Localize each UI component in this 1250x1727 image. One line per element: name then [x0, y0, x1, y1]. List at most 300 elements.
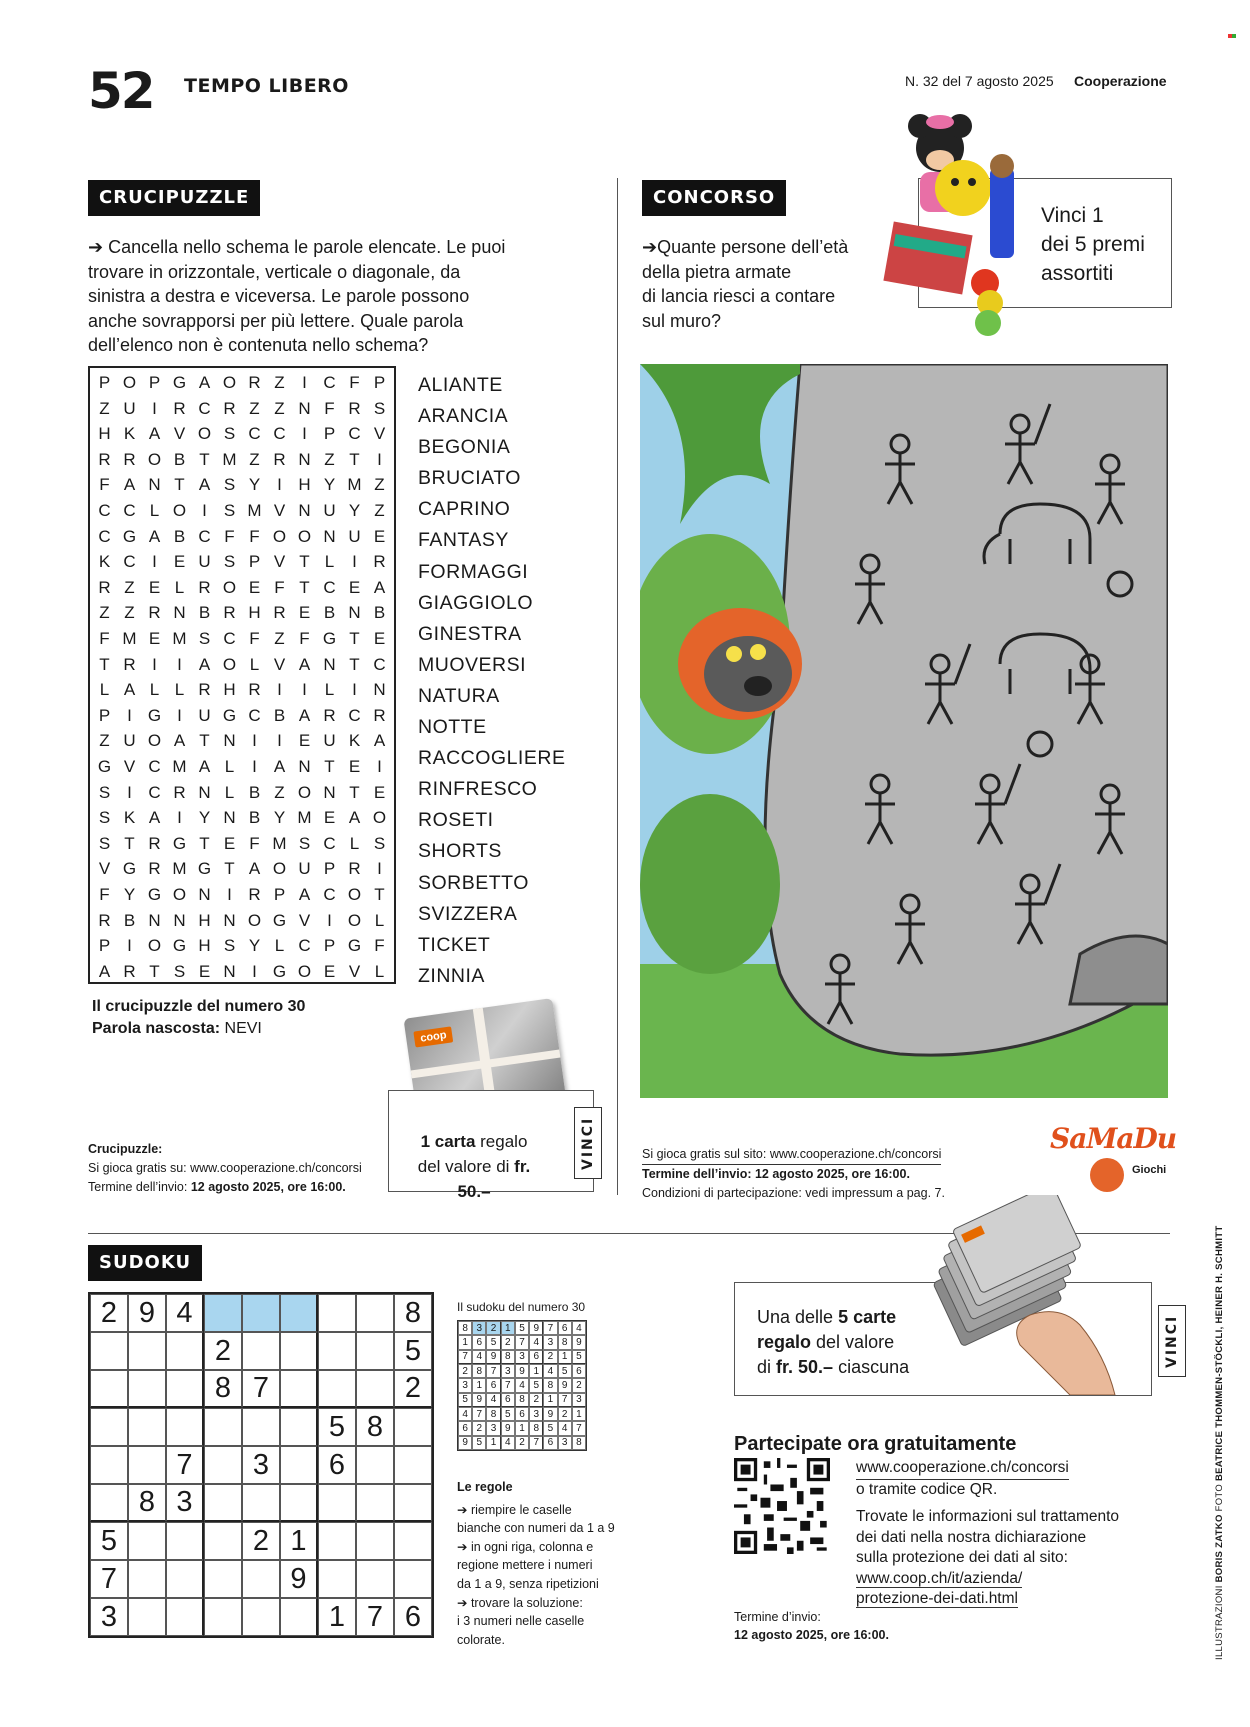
word-grid-letter[interactable]: C [323, 833, 336, 853]
sudoku-cell[interactable] [128, 1370, 166, 1408]
word-grid-letter[interactable]: R [373, 705, 386, 725]
sudoku-cell[interactable] [318, 1560, 356, 1598]
word-grid-letter[interactable]: A [198, 475, 211, 495]
word-grid-letter[interactable]: T [224, 859, 235, 879]
sudoku-cell[interactable] [204, 1560, 242, 1598]
word-grid-letter[interactable]: I [377, 449, 382, 469]
word-grid-letter[interactable]: Z [274, 398, 285, 418]
word-grid-letter[interactable]: I [302, 373, 307, 392]
word-grid-letter[interactable]: Z [274, 373, 285, 392]
word-grid-letter[interactable]: L [149, 680, 160, 700]
word-grid-letter[interactable]: O [222, 577, 237, 597]
sudoku-cell[interactable]: 7 [166, 1446, 204, 1484]
word-grid-letter[interactable]: K [98, 552, 111, 572]
word-grid-letter[interactable]: U [123, 398, 136, 418]
word-grid-letter[interactable]: N [323, 526, 336, 546]
sudoku-cell[interactable] [90, 1332, 128, 1370]
word-grid-letter[interactable]: C [198, 526, 211, 546]
word-grid-letter[interactable]: P [98, 936, 111, 956]
word-grid-letter[interactable]: V [273, 552, 286, 572]
word-grid-letter[interactable]: Z [99, 603, 110, 623]
sudoku-cell[interactable] [242, 1294, 280, 1332]
word-grid-letter[interactable]: M [297, 808, 312, 828]
sudoku-grid[interactable] [88, 1292, 434, 1638]
sudoku-cell[interactable] [280, 1294, 318, 1332]
word-grid-letter[interactable]: N [148, 910, 161, 930]
word-grid-letter[interactable]: S [223, 475, 236, 495]
word-grid-letter[interactable]: L [224, 757, 235, 776]
word-grid-letter[interactable]: U [323, 731, 336, 751]
word-grid-letter[interactable]: R [148, 833, 161, 853]
word-grid-letter[interactable]: N [298, 501, 311, 520]
sudoku-cell[interactable] [204, 1446, 242, 1484]
word-grid-letter[interactable]: G [122, 526, 137, 546]
word-grid-letter[interactable]: P [148, 373, 161, 392]
word-grid-letter[interactable]: Z [249, 449, 260, 469]
word-grid-letter[interactable]: R [98, 910, 111, 930]
word-grid-letter[interactable]: G [172, 936, 187, 956]
word-grid-letter[interactable]: O [272, 526, 287, 546]
word-grid-letter[interactable]: A [198, 654, 211, 674]
word-grid-letter[interactable]: A [373, 731, 386, 751]
word-grid-letter[interactable]: N [323, 782, 336, 802]
sudoku-cell[interactable] [356, 1484, 394, 1522]
word-grid-letter[interactable]: L [149, 501, 160, 520]
sudoku-cell[interactable] [90, 1408, 128, 1446]
word-grid-letter[interactable]: L [274, 936, 285, 956]
word-grid-letter[interactable]: B [248, 782, 261, 802]
word-grid-letter[interactable]: B [323, 603, 336, 623]
word-grid-letter[interactable]: O [272, 859, 287, 879]
word-grid-letter[interactable]: I [277, 731, 282, 751]
word-grid-letter[interactable]: I [352, 552, 357, 572]
word-grid-letter[interactable]: S [223, 552, 236, 572]
word-grid-letter[interactable]: A [348, 808, 361, 828]
word-grid-letter[interactable]: R [123, 449, 136, 469]
word-grid-letter[interactable]: A [198, 373, 211, 392]
sudoku-cell[interactable] [318, 1294, 356, 1332]
word-grid-letter[interactable]: M [172, 757, 187, 776]
word-grid-letter[interactable]: S [298, 833, 311, 853]
word-grid-letter[interactable]: E [348, 757, 361, 776]
word-grid-letter[interactable]: Y [248, 936, 261, 956]
sudoku-cell[interactable] [166, 1522, 204, 1560]
word-grid-letter[interactable]: B [373, 603, 386, 623]
word-grid-letter[interactable]: A [148, 808, 161, 828]
sudoku-cell[interactable]: 3 [242, 1446, 280, 1484]
word-grid-letter[interactable]: F [249, 629, 260, 648]
word-grid-letter[interactable]: I [277, 680, 282, 700]
word-grid-letter[interactable]: F [324, 398, 335, 418]
sudoku-cell[interactable] [280, 1332, 318, 1370]
word-grid-letter[interactable]: O [372, 808, 387, 828]
sudoku-cell[interactable] [356, 1446, 394, 1484]
word-grid-letter[interactable]: I [377, 859, 382, 879]
word-grid-letter[interactable]: C [123, 501, 136, 520]
word-grid-letter[interactable]: C [323, 373, 336, 392]
word-grid-letter[interactable]: T [199, 449, 210, 469]
word-grid-letter[interactable]: C [98, 501, 111, 520]
word-grid-letter[interactable]: P [98, 705, 111, 725]
word-grid-letter[interactable]: E [373, 782, 386, 802]
word-grid-letter[interactable]: N [298, 757, 311, 776]
word-grid-letter[interactable]: A [198, 757, 211, 776]
word-grid-letter[interactable]: N [298, 449, 311, 469]
word-grid-letter[interactable]: Y [348, 501, 361, 520]
word-grid-letter[interactable]: G [272, 961, 287, 981]
sudoku-cell[interactable] [394, 1522, 432, 1560]
word-grid-letter[interactable]: I [127, 782, 132, 802]
word-grid-letter[interactable]: E [373, 629, 386, 648]
sudoku-cell[interactable] [166, 1332, 204, 1370]
word-grid-letter[interactable]: L [349, 833, 360, 853]
word-grid-letter[interactable]: H [198, 936, 211, 956]
sudoku-cell[interactable]: 9 [128, 1294, 166, 1332]
word-grid-letter[interactable]: O [222, 654, 237, 674]
word-grid-letter[interactable]: A [298, 654, 311, 674]
word-grid-letter[interactable]: P [273, 885, 286, 904]
word-grid-letter[interactable]: S [173, 961, 186, 981]
word-grid-letter[interactable]: C [198, 398, 211, 418]
word-grid-letter[interactable]: F [374, 936, 385, 956]
sudoku-cell[interactable]: 2 [204, 1332, 242, 1370]
word-grid-letter[interactable]: R [273, 449, 286, 469]
sudoku-cell[interactable] [318, 1522, 356, 1560]
word-grid-letter[interactable]: A [298, 705, 311, 725]
word-grid-letter[interactable]: S [223, 501, 236, 520]
word-grid-letter[interactable]: A [123, 475, 136, 495]
word-grid-letter[interactable]: E [223, 833, 236, 853]
word-grid-letter[interactable]: O [172, 501, 187, 520]
sudoku-cell[interactable]: 5 [394, 1332, 432, 1370]
word-grid-letter[interactable]: M [122, 629, 137, 648]
sudoku-cell[interactable] [280, 1408, 318, 1446]
word-grid-letter[interactable]: E [323, 961, 336, 981]
word-grid-letter[interactable]: S [98, 808, 111, 828]
word-grid-letter[interactable]: I [177, 654, 182, 674]
word-grid-letter[interactable]: I [352, 680, 357, 700]
word-grid-letter[interactable]: T [349, 449, 360, 469]
word-grid-letter[interactable]: U [198, 705, 211, 725]
sudoku-cell[interactable]: 4 [166, 1294, 204, 1332]
word-grid-letter[interactable]: Z [274, 782, 285, 802]
word-grid-letter[interactable]: A [248, 859, 261, 879]
sudoku-cell[interactable] [204, 1598, 242, 1636]
word-grid-letter[interactable]: O [147, 731, 162, 751]
word-grid-letter[interactable]: A [148, 424, 161, 444]
word-grid-letter[interactable]: N [173, 910, 186, 930]
word-grid-letter[interactable]: I [277, 475, 282, 495]
word-grid-letter[interactable]: L [374, 961, 385, 981]
word-grid-letter[interactable]: T [174, 475, 185, 495]
word-grid-letter[interactable]: Y [198, 808, 211, 828]
word-grid-letter[interactable]: H [223, 680, 236, 700]
word-grid-letter[interactable]: R [148, 603, 161, 623]
word-grid-letter[interactable]: O [247, 910, 262, 930]
sudoku-cell[interactable]: 2 [242, 1522, 280, 1560]
word-grid-letter[interactable]: E [248, 577, 261, 597]
sudoku-cell[interactable] [166, 1560, 204, 1598]
word-grid-letter[interactable]: U [198, 552, 211, 572]
word-grid-letter[interactable]: T [349, 654, 360, 674]
word-grid-letter[interactable]: G [197, 859, 212, 879]
word-grid-letter[interactable]: G [147, 885, 162, 904]
word-grid-letter[interactable]: C [248, 424, 261, 444]
word-grid-letter[interactable]: M [272, 833, 287, 853]
word-grid-letter[interactable]: I [252, 961, 257, 981]
word-grid-letter[interactable]: I [302, 680, 307, 700]
word-grid-letter[interactable]: K [123, 808, 136, 828]
word-grid-letter[interactable]: I [152, 552, 157, 572]
word-grid-letter[interactable]: R [173, 398, 186, 418]
word-grid-letter[interactable]: C [148, 782, 161, 802]
sudoku-cell[interactable] [280, 1484, 318, 1522]
word-grid-letter[interactable]: F [99, 629, 110, 648]
word-grid-letter[interactable]: I [227, 885, 232, 904]
word-grid-letter[interactable]: Z [374, 475, 385, 495]
sudoku-cell[interactable]: 3 [90, 1598, 128, 1636]
sudoku-cell[interactable] [204, 1522, 242, 1560]
word-grid-letter[interactable]: E [173, 552, 186, 572]
word-grid-letter[interactable]: T [99, 654, 110, 674]
word-grid-letter[interactable]: R [223, 603, 236, 623]
word-grid-letter[interactable]: U [298, 859, 311, 879]
sudoku-cell[interactable] [204, 1294, 242, 1332]
word-grid-letter[interactable]: Z [99, 731, 110, 751]
cave-wall-illustration[interactable] [640, 364, 1168, 1098]
word-grid-letter[interactable]: Y [323, 475, 336, 495]
word-grid-letter[interactable]: R [198, 680, 211, 700]
sudoku-cell[interactable] [128, 1560, 166, 1598]
word-grid-letter[interactable]: F [99, 475, 110, 495]
word-grid-letter[interactable]: U [323, 501, 336, 520]
word-grid-letter[interactable]: R [348, 398, 361, 418]
sudoku-cell[interactable] [128, 1522, 166, 1560]
sudoku-cell[interactable] [90, 1446, 128, 1484]
word-grid-letter[interactable]: N [223, 731, 236, 751]
sudoku-cell[interactable] [166, 1370, 204, 1408]
sudoku-cell[interactable] [166, 1408, 204, 1446]
word-grid-letter[interactable]: N [148, 475, 161, 495]
word-grid-letter[interactable]: S [98, 782, 111, 802]
sudoku-cell[interactable]: 1 [318, 1598, 356, 1636]
sudoku-cell[interactable]: 8 [356, 1408, 394, 1446]
word-grid-letter[interactable]: R [248, 680, 261, 700]
word-grid-letter[interactable]: N [198, 782, 211, 802]
sudoku-cell[interactable]: 6 [318, 1446, 356, 1484]
word-grid-letter[interactable]: O [122, 373, 137, 392]
word-grid-letter[interactable]: E [298, 731, 311, 751]
word-grid-letter[interactable]: I [327, 910, 332, 930]
word-grid-letter[interactable]: C [148, 757, 161, 776]
word-grid-letter[interactable]: R [198, 577, 211, 597]
word-grid-letter[interactable]: I [177, 808, 182, 828]
word-grid-letter[interactable]: R [248, 885, 261, 904]
word-grid-letter[interactable]: F [299, 629, 310, 648]
word-grid-letter[interactable]: R [323, 705, 336, 725]
word-grid-letter[interactable]: R [373, 552, 386, 572]
sudoku-cell[interactable]: 8 [204, 1370, 242, 1408]
word-grid-letter[interactable]: B [123, 910, 136, 930]
word-grid-letter[interactable]: I [152, 398, 157, 418]
word-grid-letter[interactable]: T [299, 577, 310, 597]
word-grid-letter[interactable]: M [222, 449, 237, 469]
word-grid-letter[interactable]: M [247, 501, 262, 520]
word-grid-letter[interactable]: T [349, 782, 360, 802]
word-grid-letter[interactable]: C [248, 705, 261, 725]
word-grid-letter[interactable]: M [172, 859, 187, 879]
word-grid-letter[interactable]: C [373, 654, 386, 674]
word-grid-letter[interactable]: R [223, 398, 236, 418]
sudoku-cell[interactable] [394, 1408, 432, 1446]
word-grid-letter[interactable]: N [348, 603, 361, 623]
word-grid-letter[interactable]: I [377, 757, 382, 776]
word-grid-letter[interactable]: L [374, 910, 385, 930]
word-grid-letter[interactable]: Z [324, 449, 335, 469]
word-grid-letter[interactable]: G [222, 705, 237, 725]
sudoku-cell[interactable] [356, 1370, 394, 1408]
word-grid-letter[interactable]: B [273, 705, 286, 725]
word-grid-letter[interactable]: I [252, 757, 257, 776]
sudoku-cell[interactable] [242, 1598, 280, 1636]
word-grid-letter[interactable]: E [373, 526, 386, 546]
word-grid-letter[interactable]: P [373, 373, 386, 392]
word-grid-letter[interactable]: P [323, 859, 336, 879]
sudoku-cell[interactable] [166, 1598, 204, 1636]
word-grid-letter[interactable]: N [173, 603, 186, 623]
word-grid-letter[interactable]: L [174, 680, 185, 700]
word-grid-letter[interactable]: O [197, 424, 212, 444]
sudoku-cell[interactable] [356, 1522, 394, 1560]
word-grid-letter[interactable]: O [222, 373, 237, 392]
word-grid-letter[interactable]: V [173, 424, 186, 444]
word-grid-letter[interactable]: S [198, 629, 211, 648]
word-grid-letter[interactable]: I [127, 705, 132, 725]
word-grid-letter[interactable]: G [322, 629, 337, 648]
word-grid-letter[interactable]: O [147, 936, 162, 956]
sudoku-cell[interactable]: 7 [90, 1560, 128, 1598]
word-grid-letter[interactable]: C [348, 424, 361, 444]
word-grid-letter[interactable]: Y [273, 808, 286, 828]
word-grid-letter[interactable]: F [249, 526, 260, 546]
sudoku-cell[interactable]: 5 [318, 1408, 356, 1446]
sudoku-cell[interactable] [204, 1408, 242, 1446]
word-grid-letter[interactable]: C [98, 526, 111, 546]
word-grid-letter[interactable]: H [198, 910, 211, 930]
word-grid-letter[interactable]: P [98, 373, 111, 392]
sudoku-cell[interactable] [90, 1484, 128, 1522]
word-grid-letter[interactable]: C [123, 552, 136, 572]
word-grid-letter[interactable]: E [298, 603, 311, 623]
sudoku-cell[interactable] [242, 1332, 280, 1370]
word-grid-letter[interactable]: N [198, 885, 211, 904]
word-grid-letter[interactable]: Z [124, 577, 135, 597]
word-grid-letter[interactable]: H [298, 475, 311, 495]
word-grid-letter[interactable]: U [348, 526, 361, 546]
word-grid-letter[interactable]: C [323, 885, 336, 904]
word-grid-letter[interactable]: V [348, 961, 361, 981]
sudoku-cell[interactable] [394, 1560, 432, 1598]
word-grid-letter[interactable]: L [324, 680, 335, 700]
word-grid-letter[interactable]: R [273, 603, 286, 623]
word-grid-letter[interactable]: S [223, 424, 236, 444]
sudoku-cell[interactable]: 9 [280, 1560, 318, 1598]
word-grid-letter[interactable]: P [323, 424, 336, 444]
word-grid-letter[interactable]: A [123, 680, 136, 700]
word-grid-letter[interactable]: M [347, 475, 362, 495]
qr-code[interactable] [734, 1458, 830, 1554]
word-grid-letter[interactable]: H [98, 424, 111, 444]
word-grid-letter[interactable]: C [223, 629, 236, 648]
word-grid-letter[interactable]: P [248, 552, 261, 572]
word-grid-letter[interactable]: V [98, 859, 111, 879]
word-grid-letter[interactable]: A [273, 757, 286, 776]
sudoku-cell[interactable] [394, 1446, 432, 1484]
sudoku-cell[interactable]: 8 [128, 1484, 166, 1522]
word-grid-letter[interactable]: F [99, 885, 110, 904]
word-grid-letter[interactable]: I [127, 936, 132, 956]
word-grid-letter[interactable]: R [98, 577, 111, 597]
word-grid-letter[interactable]: I [302, 424, 307, 444]
word-grid-letter[interactable]: T [299, 552, 310, 572]
word-grid-letter[interactable]: N [373, 680, 386, 700]
sudoku-cell[interactable] [128, 1408, 166, 1446]
word-grid-letter[interactable]: S [373, 833, 386, 853]
word-grid-letter[interactable]: V [373, 424, 386, 444]
word-grid-letter[interactable]: C [273, 424, 286, 444]
word-grid-letter[interactable]: G [172, 833, 187, 853]
sudoku-cell[interactable]: 1 [280, 1522, 318, 1560]
word-grid-letter[interactable]: E [148, 577, 161, 597]
word-grid-letter[interactable]: K [123, 424, 136, 444]
word-grid-letter[interactable]: F [274, 577, 285, 597]
sudoku-cell[interactable]: 3 [166, 1484, 204, 1522]
word-grid-letter[interactable]: K [348, 731, 361, 751]
word-grid-letter[interactable]: O [147, 449, 162, 469]
sudoku-cell[interactable]: 2 [394, 1370, 432, 1408]
word-grid-letter[interactable]: G [172, 373, 187, 392]
sudoku-cell[interactable] [242, 1408, 280, 1446]
sudoku-cell[interactable] [394, 1484, 432, 1522]
word-grid-letter[interactable]: Z [249, 398, 260, 418]
sudoku-cell[interactable] [356, 1560, 394, 1598]
word-grid-letter[interactable]: S [373, 398, 386, 418]
word-grid-letter[interactable]: A [298, 885, 311, 904]
word-grid-letter[interactable]: R [248, 373, 261, 392]
word-grid-letter[interactable]: P [323, 936, 336, 956]
word-grid-letter[interactable]: A [98, 961, 111, 981]
word-grid-letter[interactable]: E [148, 629, 161, 648]
word-grid-letter[interactable]: R [123, 654, 136, 674]
word-grid-letter[interactable]: E [323, 808, 336, 828]
sudoku-cell[interactable] [356, 1332, 394, 1370]
word-grid-letter[interactable]: O [347, 910, 362, 930]
word-grid-letter[interactable]: O [347, 885, 362, 904]
word-grid-letter[interactable]: V [273, 501, 286, 520]
word-grid-letter[interactable]: Y [248, 475, 261, 495]
word-grid-letter[interactable]: I [252, 731, 257, 751]
sudoku-cell[interactable] [280, 1370, 318, 1408]
word-grid-letter[interactable]: N [223, 808, 236, 828]
word-grid-letter[interactable]: B [173, 526, 186, 546]
word-grid-letter[interactable]: U [123, 731, 136, 751]
word-grid-letter[interactable]: R [123, 961, 136, 981]
sudoku-cell[interactable]: 7 [356, 1598, 394, 1636]
word-grid-letter[interactable]: N [298, 398, 311, 418]
word-grid-letter[interactable]: O [297, 961, 312, 981]
word-grid-letter[interactable]: G [347, 936, 362, 956]
word-grid-letter[interactable]: F [224, 526, 235, 546]
